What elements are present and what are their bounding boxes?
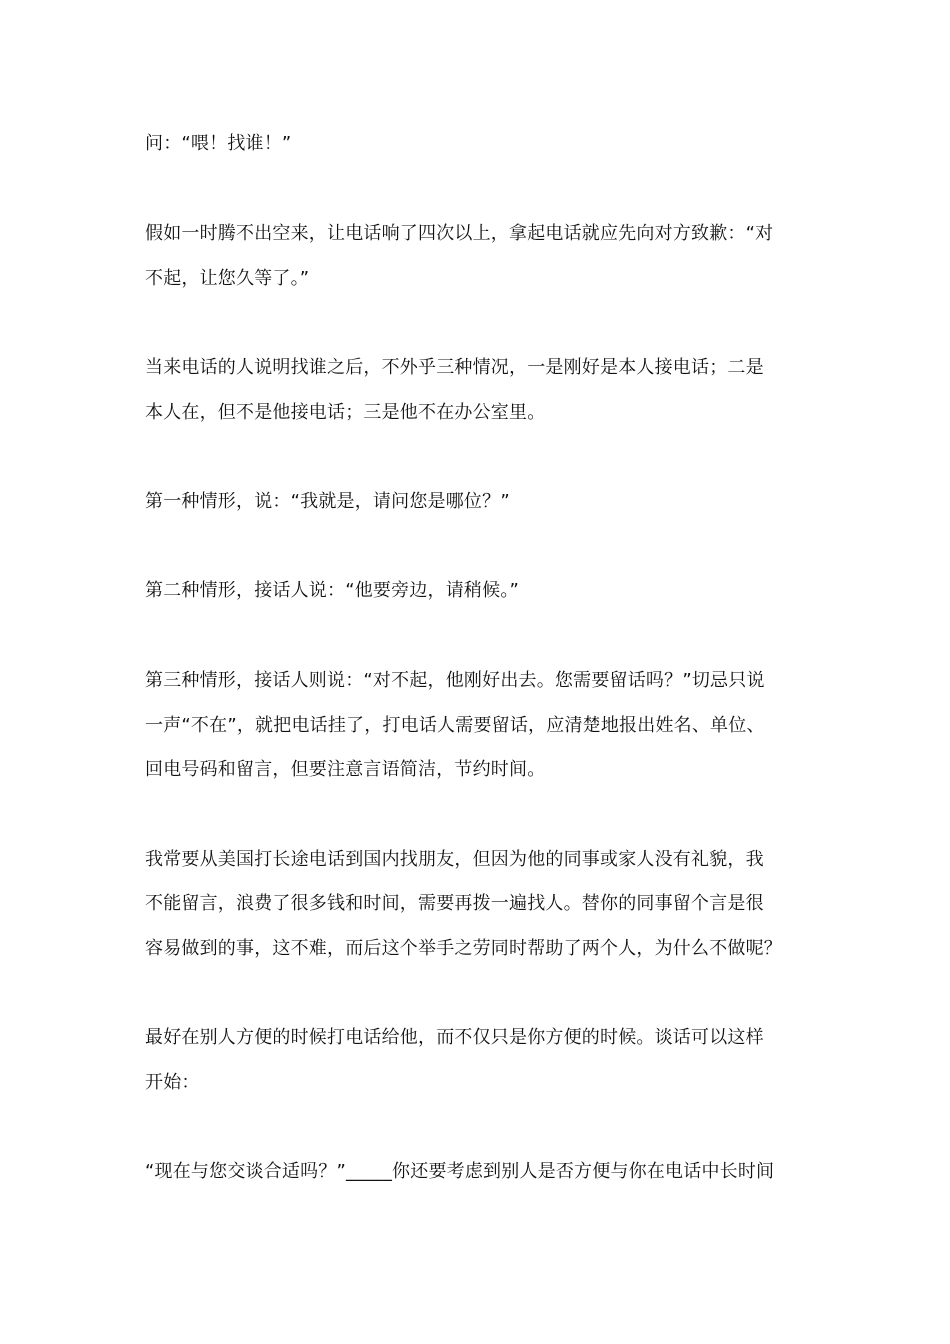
text-line: 一声“不在”，就把电话挂了，打电话人需要留话，应清楚地报出姓名、单位、 xyxy=(145,715,765,736)
text-line: 假如一时腾不出空来，让电话响了四次以上，拿起电话就应先向对方致歉：“对 xyxy=(145,223,774,244)
text-line: 问：“喂！找谁！” xyxy=(145,133,292,154)
text-line: 最好在别人方便的时候打电话给他，而不仅只是你方便的时候。谈话可以这样 xyxy=(145,1027,764,1048)
text-line: “现在与您交谈合适吗？”_____你还要考虑到别人是否方便与你在电话中长时间 xyxy=(145,1161,775,1182)
text-line: 回电号码和留言，但要注意言语简洁，节约时间。 xyxy=(145,759,546,780)
text-line: 第二种情形，接话人说：“他要旁边，请稍候。” xyxy=(145,580,520,601)
text-line: 我常要从美国打长途电话到国内找朋友，但因为他的同事或家人没有礼貌，我 xyxy=(145,849,764,870)
text-line: 开始： xyxy=(145,1072,200,1093)
text-line: 不起，让您久等了。” xyxy=(145,268,310,289)
text-line: 容易做到的事，这不难，而后这个举手之劳同时帮助了两个人，为什么不做呢？ xyxy=(145,938,782,959)
text-line: 当来电话的人说明找谁之后，不外乎三种情况，一是刚好是本人接电话；二是 xyxy=(145,357,764,378)
text-line: 不能留言，浪费了很多钱和时间，需要再拨一遍找人。替你的同事留个言是很 xyxy=(145,893,764,914)
text-line: 第三种情形，接话人则说：“对不起，他刚好出去。您需要留话吗？”切忌只说 xyxy=(145,670,765,691)
text-line: 第一种情形，说：“我就是，请问您是哪位？” xyxy=(145,491,510,512)
text-line: 本人在，但不是他接电话；三是他不在办公室里。 xyxy=(145,402,546,423)
